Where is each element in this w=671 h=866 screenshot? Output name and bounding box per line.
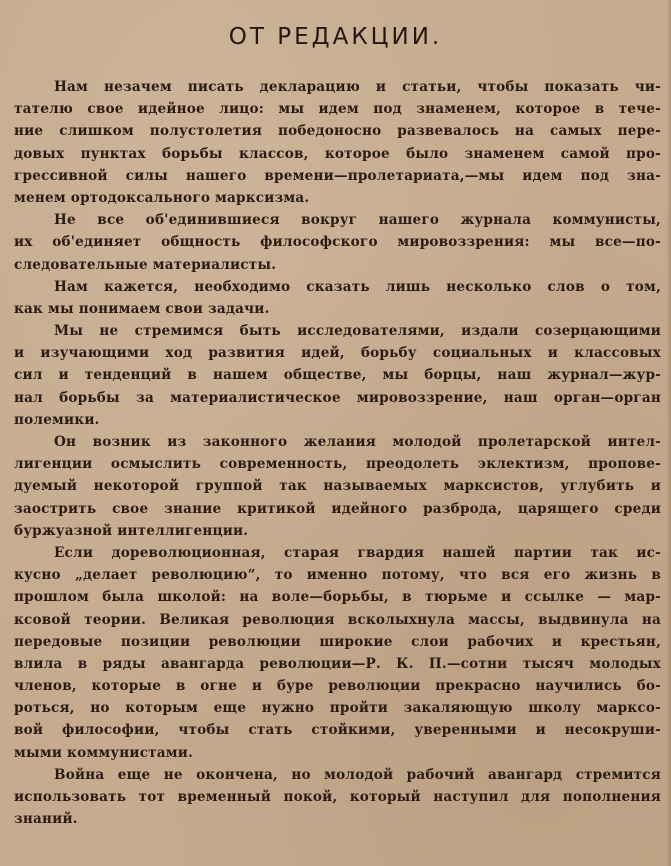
text-line: заострить свое знание критикой идейного разброда, царящего среди: [14, 500, 661, 517]
text-line: ксовой теории. Великая революция всколыхнула массы, выдвинула на: [14, 611, 661, 628]
text-line: Если дореволюционная, старая гвардия нашей партии так ис-: [54, 544, 661, 561]
text-line: менем ортодоксального марксизма.: [14, 189, 310, 206]
text-line: передовые позиции революции широкие слои рабочих и крестьян,: [14, 633, 661, 650]
editorial-text: [14, 76, 661, 830]
text-line: влила в ряды авангарда революции—Р. К. П.—сотни тысяч молодых: [14, 655, 661, 672]
text-line: тателю свое идейное лицо: мы идем под знаменем, которое в тече-: [14, 101, 661, 118]
text-line: мыми коммунистами.: [14, 744, 194, 761]
text-line: Нам кажется, необходимо сказать лишь несколько слов о том,: [54, 278, 661, 295]
text-line: лигенции осмыслить современность, преодолеть эклектизм, пропове-: [14, 456, 661, 473]
text-line: Война еще не окончена, но молодой рабочий авангард стремится: [54, 766, 661, 783]
text-line: роться, но которым еще нужно пройти закаляющую школу марксо-: [14, 700, 661, 717]
text-line: как мы понимаем свои задачи.: [14, 300, 270, 317]
text-line: Нам незачем писать декларацию и статьи, чтобы показать чи-: [54, 79, 661, 95]
text-line: следовательные материалисты.: [14, 256, 277, 273]
text-line: Мы не стремимся быть исследователями, издали созерцающими: [54, 323, 661, 340]
text-line: нал борьбы за материалистическое мировоззрение, наш орган—орган: [14, 389, 661, 406]
text-line: буржуазной интеллигенции.: [14, 522, 249, 539]
page-title: ОТ РЕДАКЦИИ.: [228, 24, 443, 50]
page-edge-shadow: [667, 0, 671, 866]
text-line: дуемый некоторой группой так называемых марксистов, углубить и: [14, 478, 661, 495]
text-line: кусно „делает революцию“, то именно потому, что вся его жизнь в: [14, 567, 661, 584]
text-line: знаний.: [14, 811, 78, 828]
text-line: их об'единяет общность философского мировоззрения: мы все—по-: [14, 234, 661, 251]
text-line: довых пунктах борьбы классов, которое было знаменем самой про-: [14, 145, 661, 162]
text-line: вой философии, чтобы стать стойкими, уверенными и несокруши-: [14, 722, 661, 739]
text-line: грессивной силы нашего времени—пролетариата,—мы идем под зна-: [14, 167, 661, 184]
text-line: полемики.: [14, 411, 100, 428]
text-line: членов, которые в огне и буре революции прекрасно научились бо-: [14, 678, 661, 695]
text-line: ние слишком полустолетия победоносно развевалось на самых пере-: [14, 123, 661, 140]
text-line: сил и тенденций в нашем обществе, мы борцы, наш журнал—жур-: [14, 367, 661, 384]
text-line: Он возник из законного желания молодой пролетарской интел-: [54, 434, 661, 450]
text-line: прошлом была школой: на воле—борьбы, в тюрьме и ссылке — мар-: [14, 589, 661, 606]
text-line: использовать тот временный покой, который наступил для пополнения: [14, 789, 661, 805]
text-line: и изучающими ход развития идей, борьбу социальных и классовых: [14, 345, 661, 362]
text-line: Не все об'единившиеся вокруг нашего журнала коммунисты,: [54, 212, 661, 229]
